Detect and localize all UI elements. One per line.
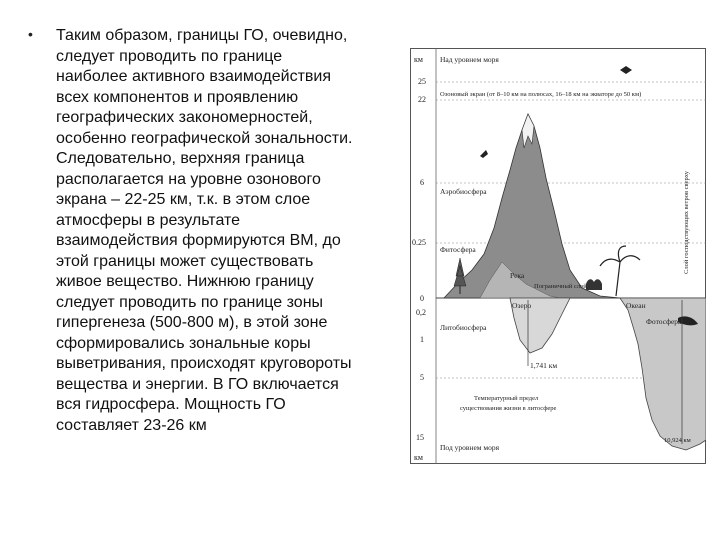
lithobiosphere-label: Литобиосфера [440,323,487,332]
aerosphere-label: Аэробиосфера [440,187,487,196]
text-line: составляет 23-26 км [56,416,207,434]
temp-boundary-label-2: существования жизни в литосфере [460,405,557,412]
body-paragraph [56,26,406,436]
unit-bottom: км [414,453,423,462]
text-line: наиболее активного взаимодействия [56,68,332,85]
text-line: Таким образом, границы ГО, очевидно, [56,27,348,44]
temp-boundary-label: Температурный предел [474,395,539,402]
text-line: следует проводить по границе зоны [56,293,324,311]
text-line: вся гидросфера. Мощность ГО [56,396,286,413]
tick-label: 0 [420,294,424,303]
tick-label: 0,2 [416,308,426,317]
lake-label: Озеро [512,301,532,310]
text-line: располагается на уровне озонового [56,170,321,188]
tick-label: 6 [420,178,424,187]
text-line: живое вещество. Нижнюю границу [56,273,314,290]
text-line: географических закономерностей, [56,109,313,126]
text-line: особенно географической зональности. [56,129,353,147]
text-line: выветривания, происходят круговороты [56,355,352,372]
phytosphere-label: Фитосфера [440,245,476,254]
tick-label: 5 [420,373,424,382]
unit-top: км [414,55,423,64]
floodplain-label: Пограничный слой [534,283,587,290]
ozone-label: Озоновый экран (от 8–10 км на полюсах, 16–18 км на экваторе до 50 км) [440,91,642,98]
above-sea-label: Над уровнем моря [440,55,499,64]
text-line: вещества и энергии. В ГО включается [56,375,339,393]
vertical-label: Слой господствующих ветров сверху [683,171,690,274]
text-line: следует проводить по границе [56,47,283,65]
text-line: сформировались зональные коры [56,334,311,352]
depth-land-label: 1,741 км [530,361,558,370]
text-line: этой границы может существовать [56,252,314,270]
tick-label: 0.25 [412,238,426,247]
geosphere-figure [410,48,706,464]
tick-label: 1 [420,335,424,344]
text-line: Следовательно, верхняя граница [56,150,305,167]
photosphere-label: Фотосфера [646,317,682,326]
below-sea-label: Под уровнем моря [440,443,500,452]
text-line: всех компонентов и проявлению [56,88,299,106]
text-line: гипергенеза (500-800 м), в этой зоне [56,314,328,331]
tick-label: 22 [418,95,426,104]
ocean-label: Океан [626,301,646,310]
text-line: взаимодействия формируются ВМ, до [56,232,341,249]
river-label: Река [510,271,525,280]
text-line: экрана – 22-25 км, т.к. в этом слое [56,191,311,208]
depth-ocean-label: 10,924 км [664,437,691,444]
bullet-marker: • [28,26,33,42]
tick-label: 25 [418,77,426,86]
text-line: атмосферы в результате [56,211,241,229]
tick-label: 15 [416,433,424,442]
